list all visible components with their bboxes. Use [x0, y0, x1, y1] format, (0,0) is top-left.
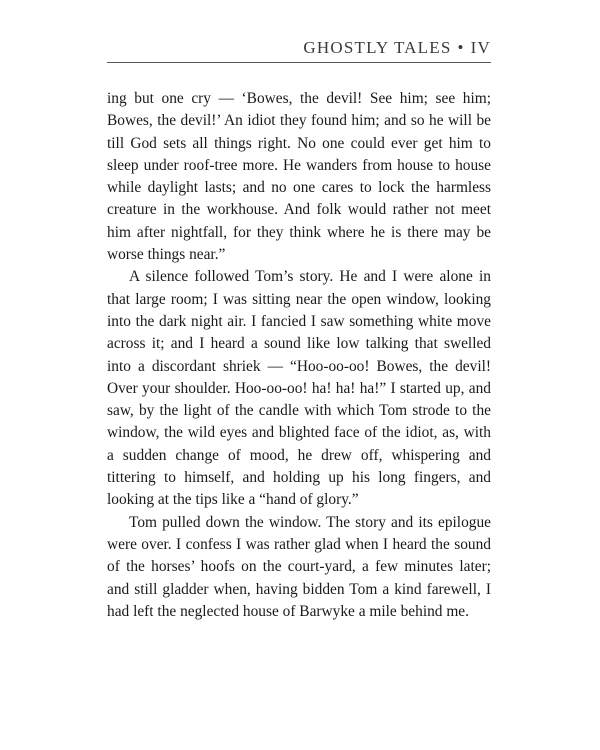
body-text	[107, 88, 491, 623]
paragraph-silence: A silence followed Tom’s story. He and I were alone in that large room; I was sitting near the open window, looking into the dark night air. I fancied I saw something white move across it; and I heard a sound like low talking that swelled into a discordant shriek — “Hoo-oo-oo! Bowes, the devil! Over your shoulder. Hoo-oo-oo! ha! ha! ha!” I started up, and saw, by the light of the candle with which Tom strode to the window, the wild eyes and blighted face of the idiot, as, with a sudden change of mood, he drew off, whispering and tittering to himself, and holding up his long fingers, and looking at the tips like a “hand of glory.”	[107, 268, 491, 509]
running-head	[107, 38, 491, 58]
paragraph-ending: Tom pulled down the window. The story and its epilogue were over. I confess I was rather glad when I heard the sound of the horses’ hoofs on the court-yard, a few minutes later; and still gladder when, having bidden Tom a kind farewell, I had left the neglected house of Barwyke a mile behind me.	[107, 513, 491, 620]
book-title: GHOSTLY TALES	[303, 38, 452, 57]
chapter-number: IV	[470, 38, 491, 57]
header-rule	[107, 62, 491, 63]
header-separator: •	[457, 38, 465, 57]
paragraph-continued: ing but one cry — ‘Bowes, the devil! See him; see him; Bowes, the devil!’ An idiot they found him; and so he will be till God sets all things right. No one could ever get him to sleep under roof-tree more. He wanders from house to house while daylight lasts; and no one cares to lock the harmless creature in the workhouse. And folk would rather not meet him after nightfall, for they think where he is there may be worse things near.”	[107, 90, 491, 264]
